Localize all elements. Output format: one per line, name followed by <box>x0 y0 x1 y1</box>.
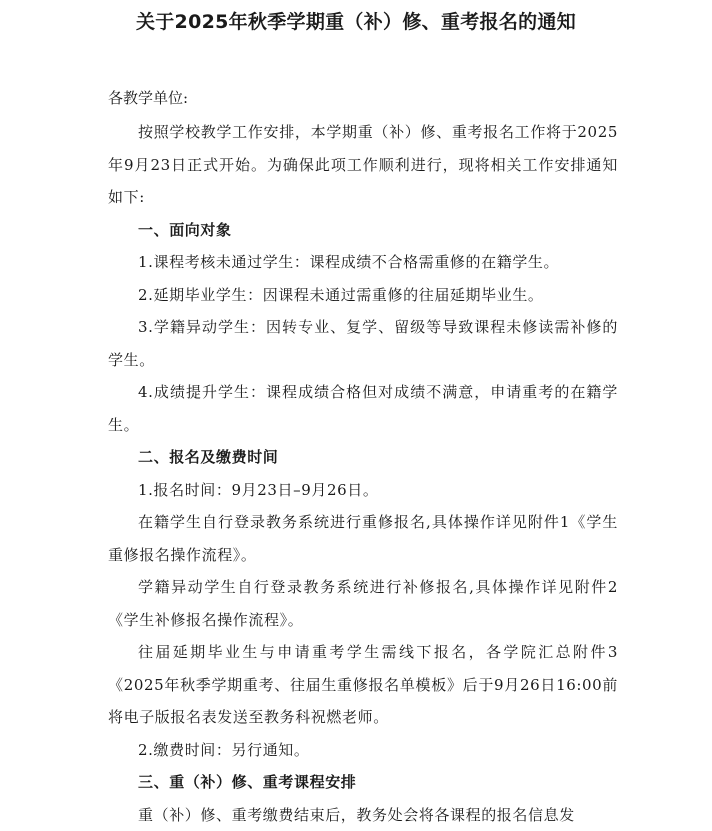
document-body <box>108 116 618 831</box>
list-item: 2.延期毕业学生：因课程未通过需重修的往届延期毕业生。 <box>108 279 618 312</box>
section-heading-course-arrangement: 三、重（补）修、重考课程安排 <box>108 766 618 799</box>
body-paragraph: 学籍异动学生自行登录教务系统进行补修报名,具体操作详见附件2《学生补修报名操作流程》。 <box>108 571 618 636</box>
list-item: 3.学籍异动学生：因转专业、复学、留级等导致课程未修读需补修的学生。 <box>108 311 618 376</box>
body-paragraph: 重（补）修、重考缴费结束后，教务处会将各课程的报名信息发 <box>108 799 618 831</box>
document-title: 关于2025年秋季学期重（补）修、重考报名的通知 <box>0 8 712 36</box>
list-item: 4.成绩提升学生：课程成绩合格但对成绩不满意，申请重考的在籍学生。 <box>108 376 618 441</box>
salutation: 各教学单位: <box>108 86 188 110</box>
section-heading-registration-time: 二、报名及缴费时间 <box>108 441 618 474</box>
list-item: 1.报名时间：9月23日–9月26日。 <box>108 474 618 507</box>
list-item: 1.课程考核未通过学生：课程成绩不合格需重修的在籍学生。 <box>108 246 618 279</box>
body-paragraph: 在籍学生自行登录教务系统进行重修报名,具体操作详见附件1《学生重修报名操作流程》。 <box>108 506 618 571</box>
list-item: 2.缴费时间：另行通知。 <box>108 734 618 767</box>
body-paragraph: 往届延期毕业生与申请重考学生需线下报名，各学院汇总附件3《2025年秋季学期重考、往届生重修报名单模板》后于9月26日16:00前将电子版报名表发送至教务科祝燃老师。 <box>108 636 618 734</box>
intro-paragraph: 按照学校教学工作安排，本学期重（补）修、重考报名工作将于2025年9月23日正式开始。为确保此项工作顺利进行，现将相关工作安排通知如下: <box>108 116 618 214</box>
section-heading-target-audience: 一、面向对象 <box>108 214 618 247</box>
